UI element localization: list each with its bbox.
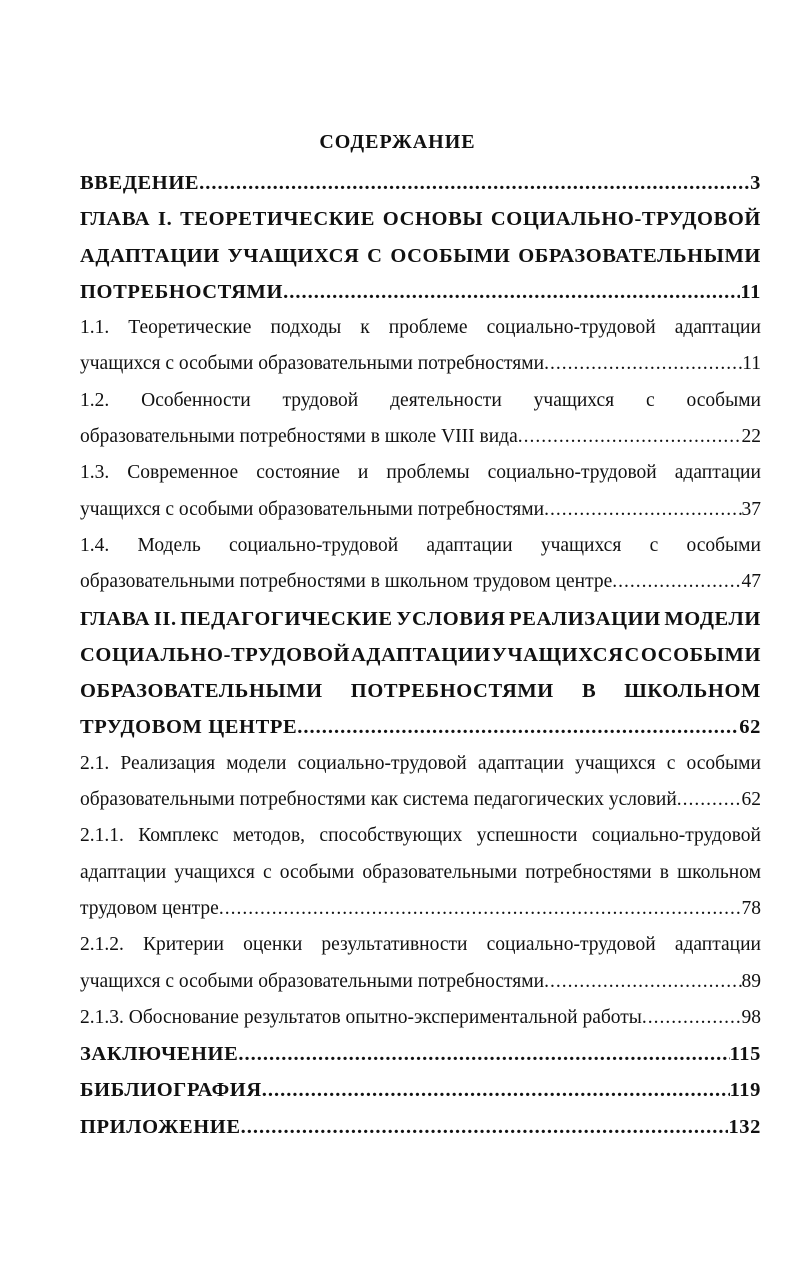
dot-leader — [262, 1072, 730, 1108]
toc-word: результативности — [321, 934, 468, 956]
toc-line — [80, 310, 761, 346]
toc-word: с — [666, 752, 676, 774]
toc-word: социально-трудовой — [486, 317, 656, 339]
toc-line-last — [80, 964, 761, 1000]
toc-entry-chapter-2[interactable] — [80, 601, 761, 746]
toc-word: АДАПТАЦИИ — [80, 244, 220, 267]
dot-leader — [677, 782, 742, 818]
toc-entry-label: образовательными потребностями как система педагогических условий — [80, 789, 677, 811]
toc-page-number: 11 — [740, 280, 761, 303]
toc-word: социально-трудовой — [297, 752, 467, 774]
toc-word: особыми — [279, 861, 355, 883]
toc-line-last — [80, 782, 761, 818]
toc-entry-2-1[interactable] — [80, 746, 761, 819]
toc-word: С — [624, 643, 640, 666]
toc-word: Теоретические — [128, 317, 252, 339]
toc-word: СОЦИАЛЬНО-ТРУДОВОЙ — [490, 208, 761, 231]
toc-word: ГЛАВА — [80, 208, 151, 231]
toc-word: Особенности — [141, 389, 251, 411]
toc-line-last — [80, 1000, 761, 1036]
toc-word: ОСНОВЫ — [382, 208, 484, 231]
toc-line — [80, 637, 761, 673]
toc-line — [80, 673, 761, 709]
toc-word: ШКОЛЬНОМ — [624, 680, 761, 703]
toc-word: модели — [226, 752, 287, 774]
toc-line — [80, 238, 761, 274]
toc-word: Современное — [127, 462, 239, 484]
toc-line — [80, 855, 761, 891]
toc-line — [80, 746, 761, 782]
toc-page-number: 98 — [741, 1006, 761, 1028]
toc-word: 1.1. — [80, 317, 110, 339]
toc-word: ОБРАЗОВАТЕЛЬНЫМИ — [80, 680, 323, 703]
toc-word: СОЦИАЛЬНО-ТРУДОВОЙ — [80, 643, 351, 666]
toc-word: ОСОБЫМИ — [640, 643, 761, 666]
toc-line-last — [80, 492, 761, 528]
toc-word: В — [581, 680, 597, 703]
toc-entry-1-3[interactable] — [80, 455, 761, 528]
toc-line — [80, 201, 761, 237]
toc-entry-1-1[interactable] — [80, 310, 761, 383]
toc-entry-label: 2.1.3. Обоснование результатов опытно-экспериментальной работы — [80, 1006, 642, 1028]
toc-word: учащихся — [174, 861, 255, 883]
toc-page-number: 62 — [741, 789, 761, 811]
toc-entry-label: учащихся с особыми образовательными потребностями — [80, 498, 545, 520]
toc-word: 1.3. — [80, 462, 110, 484]
toc-line-last — [80, 346, 761, 382]
toc-entry-label: ПОТРЕБНОСТЯМИ — [80, 280, 284, 303]
toc-line — [80, 601, 761, 637]
toc-entry-label: БИБЛИОГРАФИЯ — [80, 1079, 262, 1102]
toc-entry-label: образовательными потребностями в школе VIII вида — [80, 426, 518, 448]
toc-word: ПОТРЕБНОСТЯМИ — [350, 680, 554, 703]
toc-word: адаптации — [674, 462, 761, 484]
toc-word: 2.1. — [80, 752, 110, 774]
toc-entry-1-4[interactable] — [80, 528, 761, 601]
toc-word: учащихся — [575, 752, 656, 774]
toc-entry-label: трудовом центре — [80, 897, 219, 919]
toc-word: ПЕДАГОГИЧЕСКИЕ — [180, 607, 393, 630]
toc-line — [80, 528, 761, 564]
toc-word: адаптации — [477, 752, 564, 774]
toc-word: II. — [153, 607, 177, 630]
toc-word: социально-трудовой — [591, 825, 761, 847]
dot-leader — [544, 492, 741, 528]
toc-word: 1.2. — [80, 389, 110, 411]
dot-leader — [544, 346, 742, 382]
toc-line-last — [80, 419, 761, 455]
toc-entry-1-2[interactable] — [80, 383, 761, 456]
toc-line-last — [80, 564, 761, 600]
toc-word: учащихся — [540, 534, 622, 556]
toc-word: оценки — [243, 934, 303, 956]
toc-entry-introduction[interactable] — [80, 165, 761, 201]
toc-entry-bibliography[interactable] — [80, 1072, 761, 1108]
toc-word: деятельности — [390, 389, 502, 411]
toc-page-number: 11 — [742, 353, 761, 375]
toc-word: адаптации — [674, 317, 761, 339]
toc-entry-label: учащихся с особыми образовательными потребностями — [80, 353, 545, 375]
toc-entry-label: ЗАКЛЮЧЕНИЕ — [80, 1043, 239, 1066]
toc-word: способствующих — [319, 825, 463, 847]
dot-leader — [612, 564, 741, 600]
toc-page-number: 62 — [739, 716, 761, 739]
toc-word: УЧАЩИХСЯ — [227, 244, 360, 267]
toc-word: учащихся — [533, 389, 615, 411]
toc-word: I. — [158, 208, 173, 231]
toc-word: ОСОБЫМИ — [390, 244, 511, 267]
toc-word: социально-трудовой — [229, 534, 399, 556]
toc-word: РЕАЛИЗАЦИИ — [509, 607, 661, 630]
dot-leader — [297, 709, 739, 745]
toc-word: образовательными — [362, 861, 518, 883]
table-of-contents — [80, 165, 761, 1145]
toc-entry-label: ТРУДОВОМ ЦЕНТРЕ — [80, 716, 298, 739]
toc-word: УСЛОВИЯ — [396, 607, 506, 630]
toc-word: и — [357, 462, 369, 484]
toc-page-number: 47 — [741, 571, 761, 593]
dot-leader — [544, 964, 741, 1000]
dot-leader — [219, 891, 742, 927]
toc-word: Критерии — [142, 934, 224, 956]
toc-word: Модель — [137, 534, 201, 556]
toc-word: адаптации — [674, 934, 761, 956]
toc-page-number: 78 — [741, 897, 761, 919]
toc-line-last — [80, 1036, 761, 1072]
dot-leader — [283, 274, 740, 310]
toc-word: состояние — [256, 462, 340, 484]
toc-word: успешности — [476, 825, 578, 847]
toc-line — [80, 455, 761, 491]
dot-leader — [199, 165, 750, 201]
toc-word: в — [659, 861, 669, 883]
toc-entry-conclusion[interactable] — [80, 1036, 761, 1072]
toc-line-last — [80, 1109, 761, 1145]
toc-word: трудовой — [282, 389, 359, 411]
page-title: СОДЕРЖАНИЕ — [319, 131, 476, 153]
toc-word: потребностями — [525, 861, 652, 883]
toc-word: УЧАЩИХСЯ — [491, 643, 624, 666]
toc-page-number: 115 — [729, 1043, 761, 1066]
toc-line — [80, 818, 761, 854]
toc-page-number: 37 — [741, 498, 761, 520]
toc-word: школьном — [677, 861, 761, 883]
toc-word: МОДЕЛИ — [664, 607, 761, 630]
toc-word: проблемы — [386, 462, 470, 484]
toc-word: с — [262, 861, 272, 883]
toc-line-last — [80, 274, 761, 310]
toc-word: социально-трудовой — [487, 462, 657, 484]
dot-leader — [238, 1036, 729, 1072]
toc-word: 1.4. — [80, 534, 110, 556]
toc-word: 2.1.1. — [80, 825, 124, 847]
toc-word: подходы — [270, 317, 342, 339]
toc-word: Реализация — [120, 752, 216, 774]
toc-line-last — [80, 165, 761, 201]
toc-word: особыми — [686, 389, 761, 411]
toc-word: ГЛАВА — [80, 607, 151, 630]
toc-page-number: 22 — [741, 426, 761, 448]
toc-word: с — [649, 534, 659, 556]
toc-entry-appendix[interactable] — [80, 1109, 761, 1145]
toc-entry-label: ПРИЛОЖЕНИЕ — [80, 1115, 241, 1138]
dot-leader — [642, 1000, 742, 1036]
toc-entry-label: образовательными потребностями в школьном трудовом центре — [80, 571, 613, 593]
toc-entry-2-1-1[interactable] — [80, 818, 761, 927]
toc-line-last — [80, 891, 761, 927]
toc-word: ТЕОРЕТИЧЕСКИЕ — [180, 208, 376, 231]
toc-word: 2.1.2. — [80, 934, 124, 956]
toc-word: с — [646, 389, 655, 411]
toc-word: методов, — [232, 825, 306, 847]
dot-leader — [241, 1109, 729, 1145]
toc-line-last — [80, 709, 761, 745]
toc-word: адаптации — [426, 534, 513, 556]
toc-entry-2-1-2[interactable] — [80, 927, 761, 1000]
toc-line-last — [80, 1072, 761, 1108]
toc-entry-label: ВВЕДЕНИЕ — [80, 172, 200, 194]
toc-word: к — [360, 317, 370, 339]
dot-leader — [518, 419, 742, 455]
toc-entry-label: учащихся с особыми образовательными потребностями — [80, 970, 545, 992]
toc-word: ОБРАЗОВАТЕЛЬНЫМИ — [518, 244, 761, 267]
toc-word: проблеме — [388, 317, 468, 339]
toc-page-number: 3 — [750, 172, 761, 194]
toc-word: адаптации — [80, 861, 167, 883]
toc-entry-chapter-1[interactable] — [80, 201, 761, 310]
toc-line — [80, 383, 761, 419]
toc-page-number: 89 — [741, 970, 761, 992]
toc-word: особыми — [686, 534, 761, 556]
toc-word: особыми — [686, 752, 761, 774]
toc-entry-2-1-3[interactable] — [80, 1000, 761, 1036]
toc-page-number: 132 — [728, 1115, 761, 1138]
toc-word: С — [367, 244, 383, 267]
toc-word: Комплекс — [138, 825, 219, 847]
toc-word: социально-трудовой — [486, 934, 656, 956]
toc-word: АДАПТАЦИИ — [351, 643, 491, 666]
toc-line — [80, 927, 761, 963]
toc-page-number: 119 — [729, 1079, 761, 1102]
